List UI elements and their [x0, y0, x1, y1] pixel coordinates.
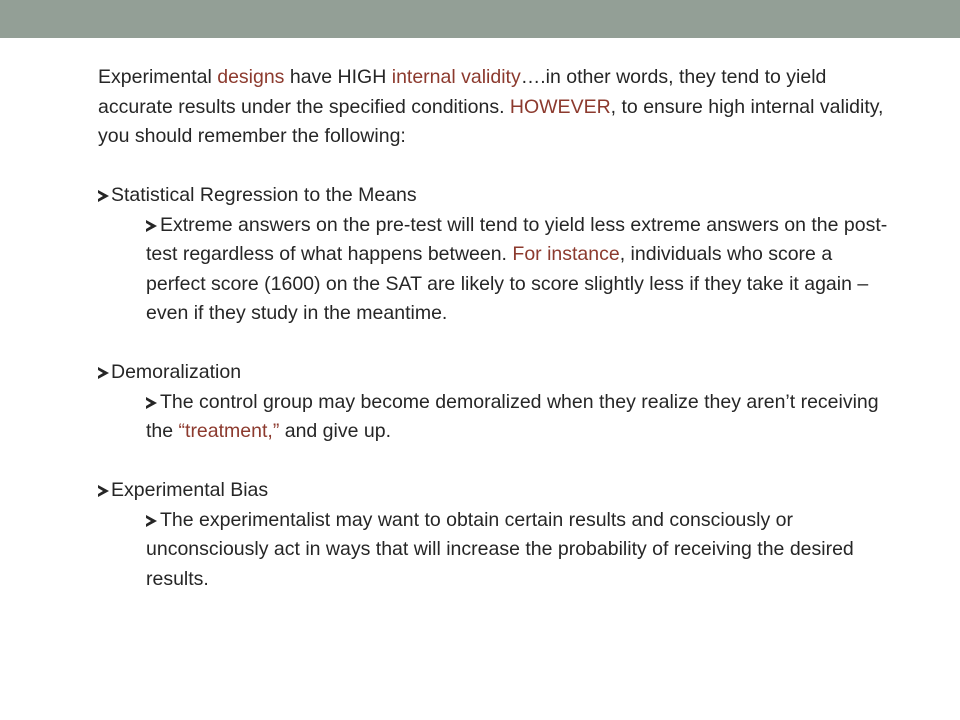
sub-bullet-text — [146, 506, 888, 595]
intro-text: , to ensure high internal validity, you should remember the following: — [98, 95, 884, 147]
intro-text: ….in other words, they tend to yield accurate results under the specified conditions. — [98, 66, 827, 118]
arrowhead-bullet-icon — [146, 515, 157, 527]
arrowhead-bullet-icon — [146, 220, 157, 232]
sub-highlight: “treatment,” — [178, 420, 280, 442]
intro-highlight: designs — [217, 66, 285, 88]
bullet-heading — [98, 476, 888, 506]
sub-text: Extreme answers on the pre-test will tend to yield less extreme answers on the post-test regardless of what happens between. — [146, 213, 888, 265]
slide-content — [98, 63, 888, 624]
sub-bullet — [146, 506, 888, 595]
bullet-heading-text: Experimental Bias — [111, 479, 269, 501]
intro-highlight: internal validity — [391, 66, 521, 88]
sub-bullet-text — [146, 388, 888, 447]
arrowhead-bullet-icon — [146, 397, 157, 409]
sub-text: The control group may become demoralized when they realize they aren’t receiving the — [146, 390, 879, 442]
top-bar — [0, 0, 960, 38]
intro-text: have HIGH — [284, 66, 392, 88]
intro-paragraph — [98, 63, 888, 152]
bullet-heading-text: Statistical Regression to the Means — [111, 184, 417, 206]
sub-text: , individuals who score a perfect score (1600) on the SAT are likely to score slightly less if they take it again – even if they study in the meantime. — [146, 243, 869, 324]
intro-highlight: HOWEVER — [509, 95, 611, 118]
bullet-heading — [98, 181, 888, 211]
arrowhead-bullet-icon — [98, 190, 109, 202]
sub-bullet — [146, 211, 888, 329]
sub-highlight: For instance — [512, 243, 620, 265]
bullet-heading-text: Demoralization — [111, 361, 242, 383]
bullet-heading — [98, 358, 888, 388]
sub-bullet — [146, 388, 888, 447]
sub-text: The experimentalist may want to obtain certain results and consciously or unconsciously act in ways that will increase the probability of receiving the desired results. — [146, 508, 854, 590]
arrowhead-bullet-icon — [98, 367, 109, 379]
arrowhead-bullet-icon — [98, 485, 109, 497]
sub-text: and give up. — [279, 420, 391, 442]
sub-bullet-text — [146, 211, 888, 329]
intro-text: Experimental — [98, 66, 218, 88]
